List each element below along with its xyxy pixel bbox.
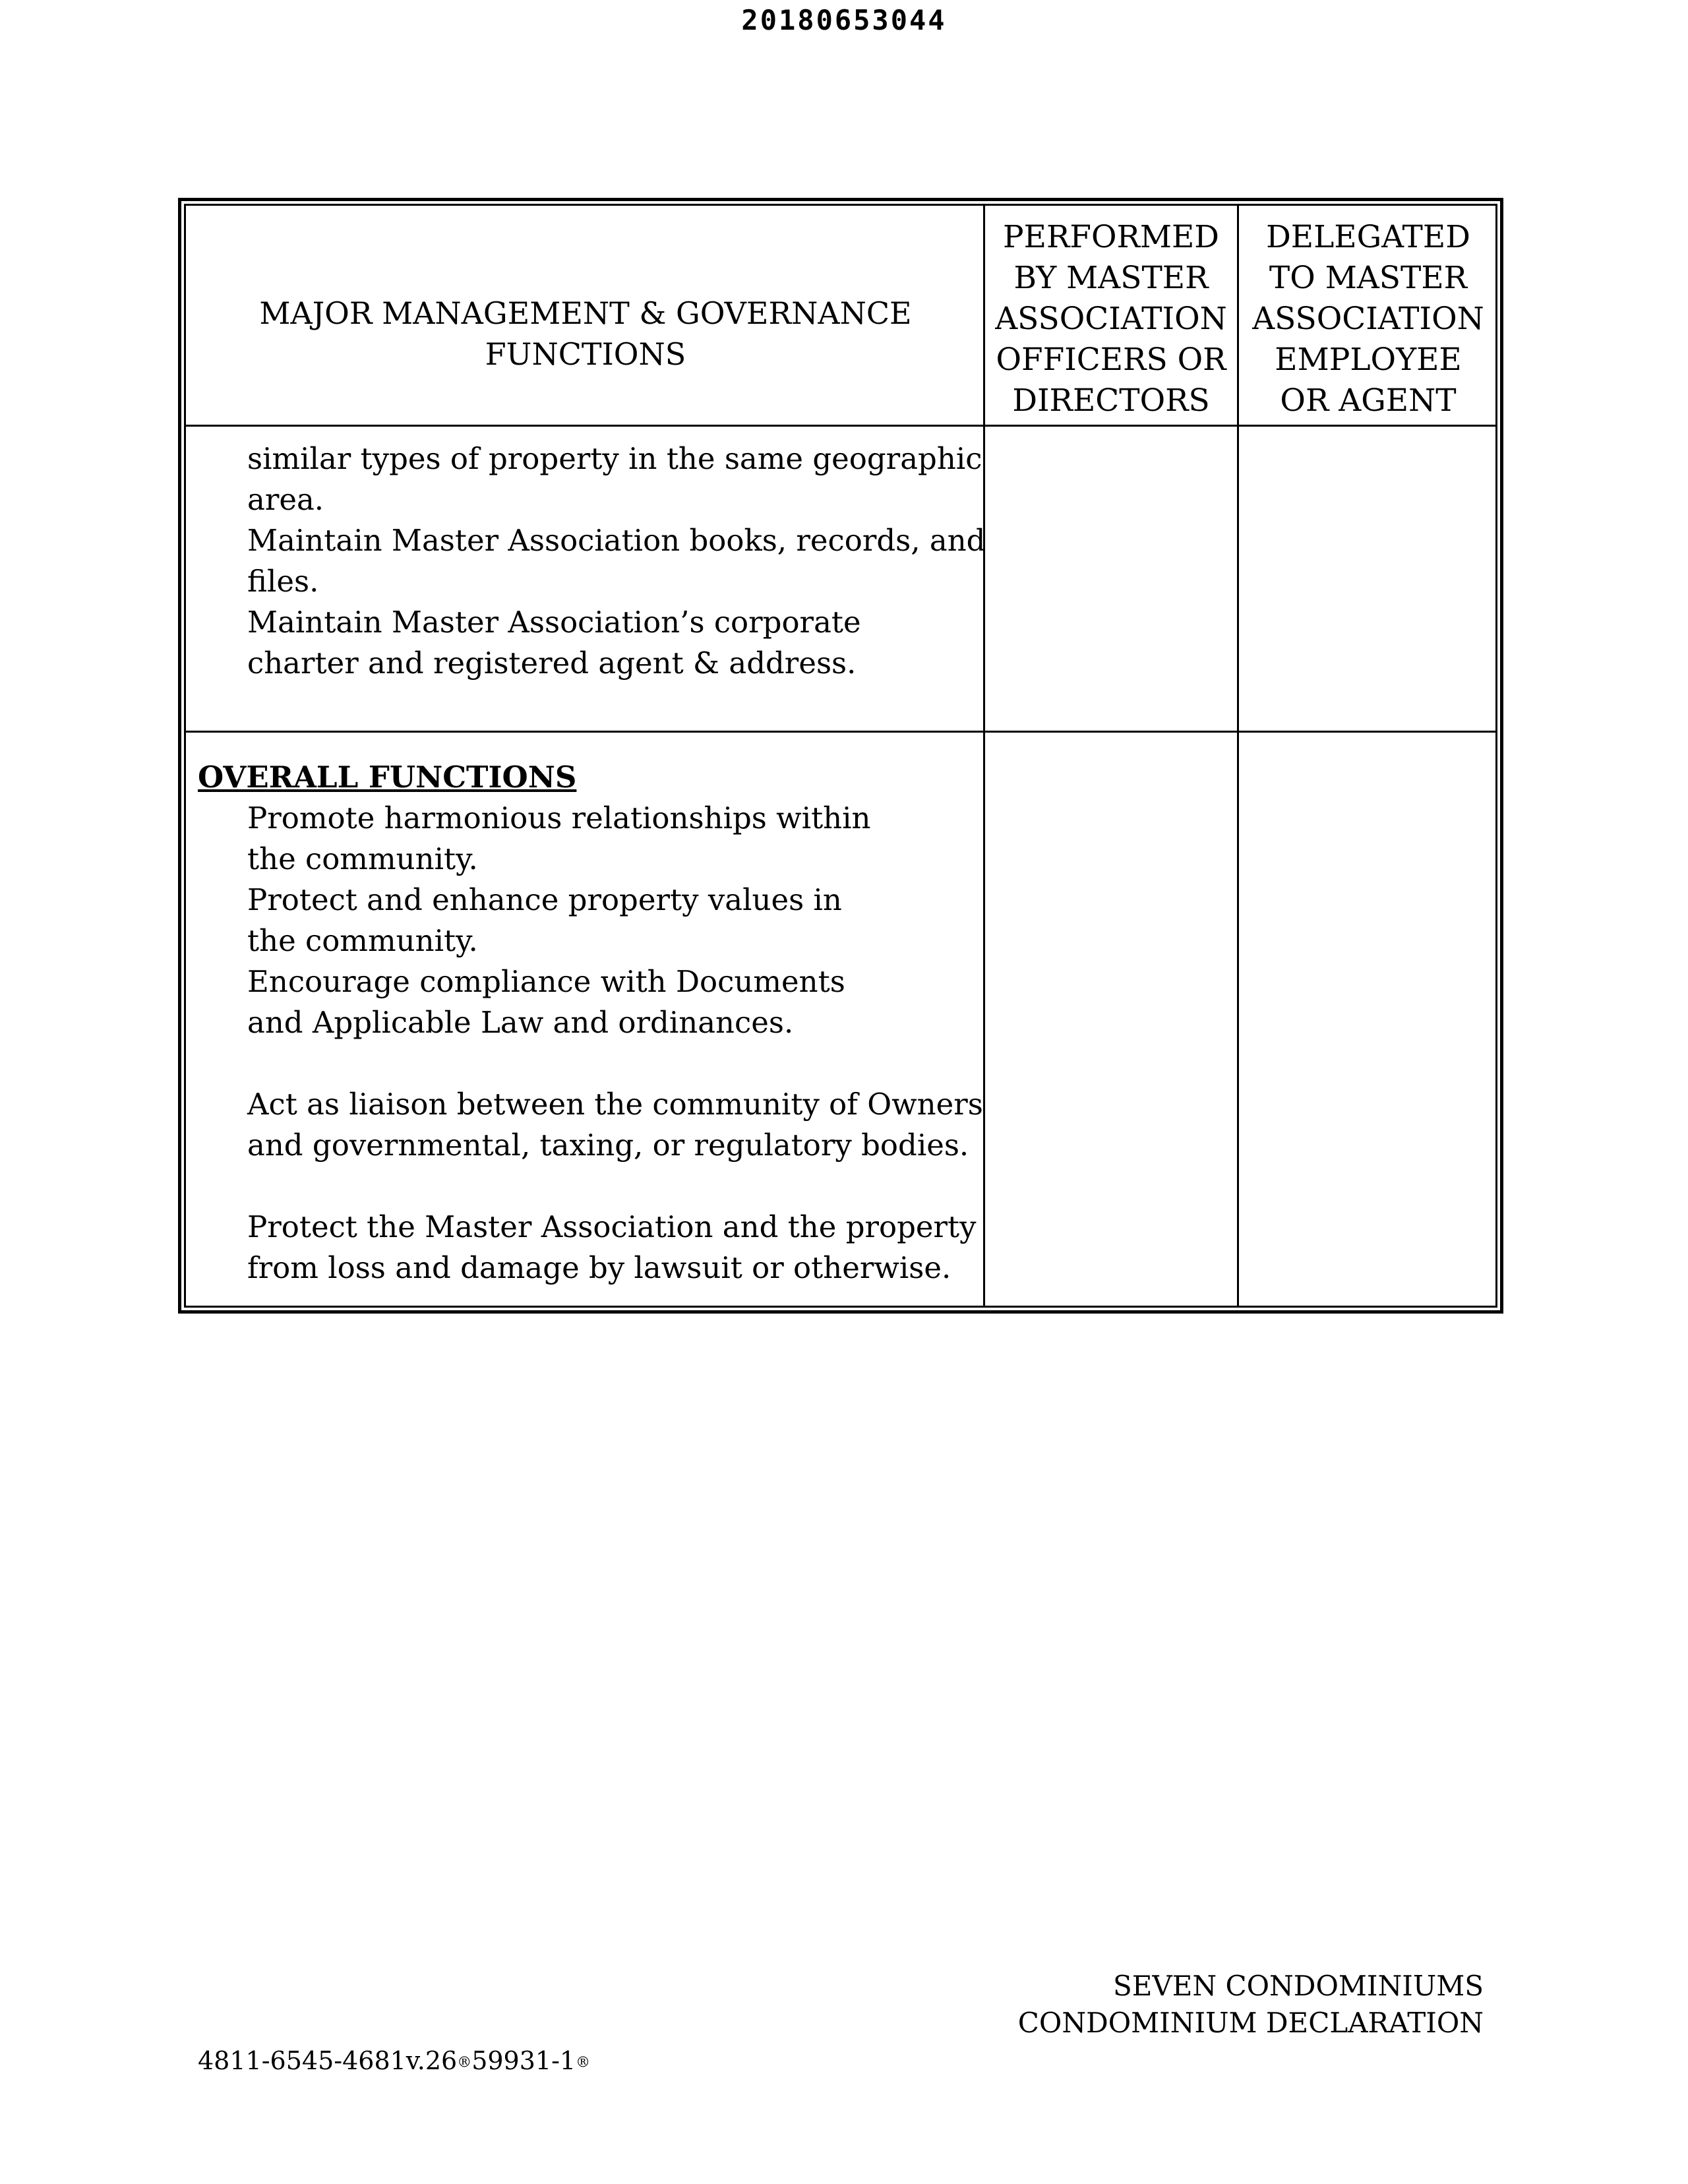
overall-item: Protect the Master Association and the property from loss and damage by lawsuit or otherwise. [247, 1209, 977, 1285]
overall-item: Protect and enhance property values in the community. [247, 882, 842, 958]
footer-title-line-2: CONDOMINIUM DECLARATION [1017, 2007, 1484, 2039]
continued-item: Maintain Master Association’s corporate charter and registered agent & address. [247, 605, 861, 681]
header-delegated: DELEGATED TO MASTER ASSOCIATION EMPLOYEE OR AGENT [1252, 218, 1484, 419]
header-performed: PERFORMED BY MASTER ASSOCIATION OFFICERS OR DIRECTORS [995, 218, 1227, 419]
footer-document-id: 4811-6545-4681v.26®59931-1® [198, 2046, 591, 2075]
footer-title [1018, 1968, 1484, 2042]
document-number: 20180653044 [741, 4, 947, 36]
row-divider [184, 731, 1497, 733]
header-functions: MAJOR MANAGEMENT & GOVERNANCE FUNCTIONS [259, 295, 912, 372]
overall-item: Promote harmonious relationships within the community. [247, 801, 871, 876]
overall-item: Encourage compliance with Documents and Applicable Law and ordinances. [247, 964, 845, 1040]
continued-item: Maintain Master Association books, records, and files. [247, 523, 986, 599]
overall-functions-heading: OVERALL FUNCTIONS [198, 760, 577, 795]
overall-item: Act as liaison between the community of Owners and governmental, taxing, or regulatory bodies. [247, 1087, 983, 1163]
continued-item: similar types of property in the same geographic area. [247, 441, 982, 517]
footer-title-line-1: SEVEN CONDOMINIUMS [1112, 1970, 1484, 2002]
